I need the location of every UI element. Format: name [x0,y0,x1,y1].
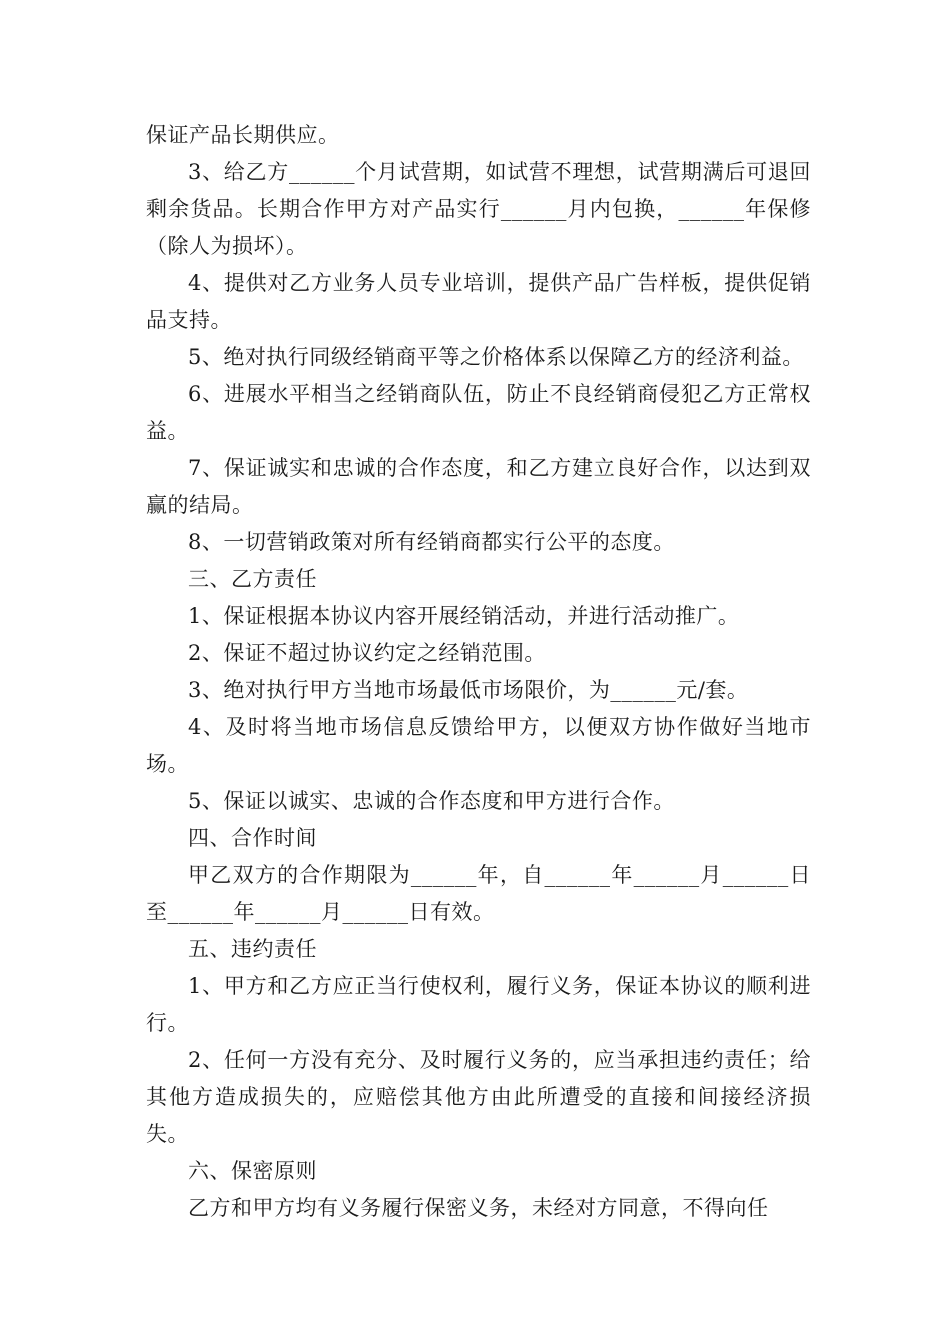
paragraph-supply-continuation: 保证产品长期供应。 [146,123,340,147]
section-heading-cooperation-term: 四、合作时间 [188,826,317,850]
paragraph-b-scope: 2、保证不超过协议约定之经销范围。 [188,641,546,665]
paragraph-confidentiality: 乙方和甲方均有义务履行保密义务，未经对方同意，不得向任 [188,1196,769,1220]
document-body [146,117,811,1227]
paragraph-fair-policy: 8、一切营销政策对所有经销商都实行公平的态度。 [188,530,675,554]
section-heading-party-b-duties: 三、乙方责任 [188,567,317,591]
paragraph-trial-period: 3、给乙方______个月试营期，如试营不理想，试营期满后可退回剩余货品。长期合作甲方对产品实行______月内包换，______年保修（除人为损坏）。 [146,160,811,258]
paragraph-price-system: 5、绝对执行同级经销商平等之价格体系以保障乙方的经济利益。 [188,345,804,369]
paragraph-b-market-feedback: 4、及时将当地市场信息反馈给甲方，以便双方协作做好当地市场。 [146,715,811,776]
section-heading-breach: 五、违约责任 [188,937,317,961]
paragraph-breach-rights: 1、甲方和乙方应正当行使权利，履行义务，保证本协议的顺利进行。 [146,974,811,1035]
paragraph-b-attitude: 5、保证以诚实、忠诚的合作态度和甲方进行合作。 [188,789,675,813]
paragraph-training-support: 4、提供对乙方业务人员专业培训，提供产品广告样板，提供促销品支持。 [146,271,811,332]
section-heading-confidentiality: 六、保密原则 [188,1159,317,1183]
paragraph-breach-liability: 2、任何一方没有充分、及时履行义务的，应当承担违约责任；给其他方造成损失的，应赔偿其他方由此所遭受的直接和间接经济损失。 [146,1048,811,1146]
paragraph-term-dates: 甲乙双方的合作期限为______年，自______年______月______日至______年______月______日有效。 [146,863,811,924]
paragraph-b-price-limit: 3、绝对执行甲方当地市场最低市场限价，为______元/套。 [188,678,749,702]
paragraph-dealer-team: 6、进展水平相当之经销商队伍，防止不良经销商侵犯乙方正常权益。 [146,382,811,443]
paragraph-b-activities: 1、保证根据本协议内容开展经销活动，并进行活动推广。 [188,604,740,628]
paragraph-cooperation-attitude: 7、保证诚实和忠诚的合作态度，和乙方建立良好合作，以达到双赢的结局。 [146,456,811,517]
